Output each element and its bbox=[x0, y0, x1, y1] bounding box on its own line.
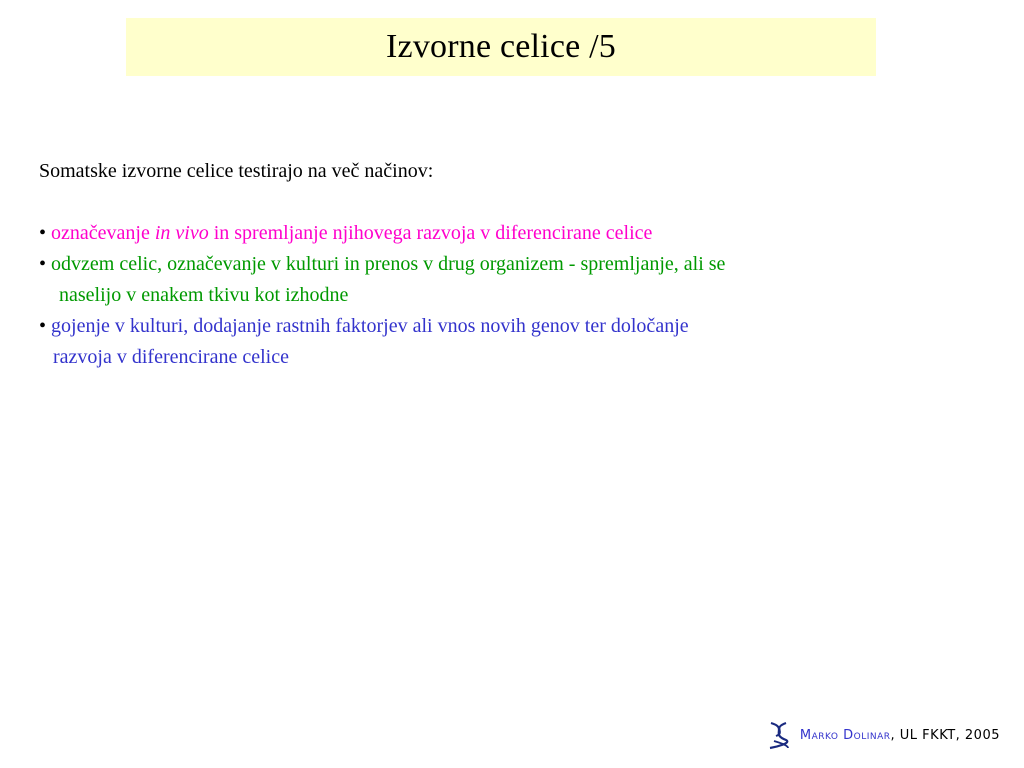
bullet-3-continuation bbox=[39, 342, 999, 373]
slide-body bbox=[39, 156, 999, 373]
title-banner bbox=[126, 18, 876, 76]
dna-helix-icon bbox=[766, 720, 792, 750]
slide-title: Izvorne celice /5 bbox=[386, 28, 616, 65]
footer-affiliation: , UL FKKT, 2005 bbox=[890, 727, 1000, 743]
bullet-item-3 bbox=[39, 311, 999, 342]
bullet-marker: • bbox=[39, 253, 47, 275]
bullet-marker: • bbox=[39, 315, 47, 337]
bullet-item-2 bbox=[39, 249, 999, 280]
bullet-1-text-end: in spremljanje njihovega razvoja v diferencirane celice bbox=[208, 222, 653, 244]
bullet-2-continuation bbox=[39, 280, 999, 311]
bullet-3-line-2: razvoja v diferencirane celice bbox=[53, 346, 289, 368]
bullet-3-line-1: gojenje v kulturi, dodajanje rastnih faktorjev ali vnos novih genov ter določanje bbox=[51, 315, 689, 337]
bullet-marker: • bbox=[39, 222, 47, 244]
footer-credit bbox=[766, 720, 1000, 750]
bullet-1-italic: in vivo bbox=[154, 222, 209, 244]
intro-text: Somatske izvorne celice testirajo na več načinov: bbox=[39, 160, 434, 182]
bullet-2-line-1: odvzem celic, označevanje v kulturi in prenos v drug organizem - spremljanje, ali se bbox=[51, 253, 726, 275]
bullet-item-1 bbox=[39, 218, 999, 249]
footer-author: Marko Dolinar bbox=[799, 727, 891, 743]
bullet-1-text-start: označevanje bbox=[51, 222, 155, 244]
bullet-2-line-2: naselijo v enakem tkivu kot izhodne bbox=[59, 284, 349, 306]
